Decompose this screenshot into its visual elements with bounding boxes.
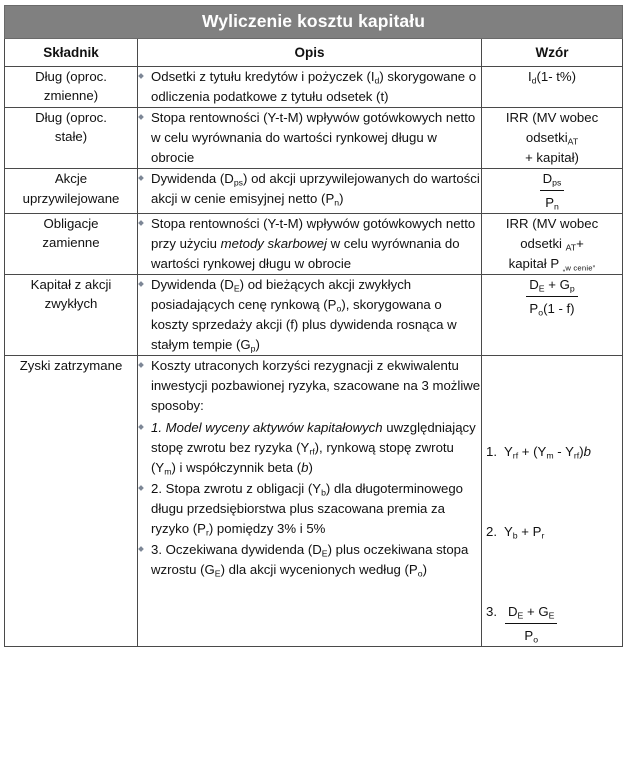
formula-fraction: [504, 602, 558, 646]
formula-line-2: odsetki$_{AT}$: [525, 129, 579, 147]
row-desc-cell: [138, 275, 482, 356]
row-name-line1: Akcje: [54, 171, 88, 187]
table-row: [5, 169, 623, 214]
row-desc-cell: [138, 213, 482, 274]
capital-cost-table: [4, 5, 623, 647]
row-name-line2: zmienne): [43, 88, 99, 104]
table-title-row: [5, 6, 623, 39]
column-header-wzor: Wzór: [482, 39, 623, 67]
desc-bullet-list: [138, 169, 481, 209]
formula-index: 1.: [486, 444, 497, 460]
formula-expression: $I_d(1-$ t%): [527, 69, 577, 86]
row-formula-cell: [482, 169, 623, 214]
formula-line-1: IRR (MV wobec: [505, 215, 599, 231]
numbered-formula-1: [482, 442, 622, 462]
formula-index: 3.: [486, 603, 497, 619]
table-row: [5, 213, 623, 274]
row-desc-cell: [138, 169, 482, 214]
list-item: Stopa rentowności (Y-t-M) wpływów gotówkowych netto przy użyciu metody skarbowej w celu wyrównania do wartości rynkowej długu w obrocie: [138, 214, 481, 274]
row-name-line1: Dług (oproc.: [35, 110, 107, 126]
formula-spacer: [482, 542, 622, 602]
row-name-cell: [5, 169, 138, 214]
formula-index: 2.: [486, 524, 497, 540]
row-desc-cell: [138, 108, 482, 169]
formula-fraction: [539, 169, 566, 213]
column-header-row: [5, 39, 623, 67]
row-formula-cell: [482, 275, 623, 356]
row-name-line1: Kapitał z akcji: [30, 277, 112, 293]
row-formula-cell: [482, 356, 623, 646]
table-row: [5, 356, 623, 646]
row-name-line2: uprzywilejowane: [22, 190, 120, 206]
column-header-skladnik: Składnik: [5, 39, 138, 67]
list-item: Odsetki z tytułu kredytów i pożyczek $(I_d)$ skorygowane o odliczenia podatkowe z tytułu odsetek (t): [138, 67, 481, 107]
fraction-denominator: $P_o(1 - f)$: [529, 300, 575, 318]
list-item: 2. Stopa zwrotu z obligacji $(Y_b)$ dla długoterminowego długu przedsiębiorstwa plus szacowana premia za ryzyko $(P_r)$ pomiędzy 3% i 5%: [138, 479, 481, 539]
formula-spacer: [482, 356, 622, 442]
fraction-numerator: $D_{ps}$: [540, 169, 565, 191]
formula-line-3: + kapitał): [525, 149, 579, 165]
row-name-cell: [5, 67, 138, 108]
row-formula-cell: [482, 213, 623, 274]
list-item: Dywidenda $(D_{ps})$ od akcji uprzywilejowanych do wartości akcji w cenie emisyjnej netto $(P_n)$: [138, 169, 481, 209]
desc-bullet-list: [138, 108, 481, 168]
formula-spacer: [482, 462, 622, 522]
row-name-line2: stałe): [54, 129, 88, 145]
desc-bullet-list: [138, 67, 481, 107]
fraction-denominator: $P_o$: [524, 627, 539, 645]
fraction-numerator: $D_E + G_p$: [526, 275, 577, 297]
numbered-formula-3: [482, 602, 622, 646]
list-item: 3. Oczekiwana dywidenda $(D_E)$ plus oczekiwana stopa wzrostu $(G_E)$ dla akcji wycenionych według $(P_o)$: [138, 540, 481, 580]
desc-bullet-list: [138, 214, 481, 274]
row-name-line1: Zyski zatrzymane: [19, 358, 123, 374]
formula-line-3: kapitał P „w cenie”: [508, 255, 596, 272]
row-name-cell: [5, 275, 138, 356]
row-desc-cell: [138, 67, 482, 108]
row-formula-cell: [482, 67, 623, 108]
row-name-line2: zamienne: [42, 235, 100, 251]
table-title: Wyliczenie kosztu kapitału: [5, 6, 623, 39]
row-desc-cell: [138, 356, 482, 646]
formula-expression: $Y_b + P_r$: [504, 524, 545, 541]
table-row: [5, 67, 623, 108]
table-row: [5, 108, 623, 169]
list-item: Stopa rentowności (Y-t-M) wpływów gotówkowych netto w celu wyrównania do wartości rynkowej długu w obrocie: [138, 108, 481, 168]
fraction-numerator: $D_E + G_E$: [505, 602, 557, 624]
desc-bullet-list: [138, 275, 481, 355]
row-name-cell: [5, 108, 138, 169]
row-name-cell: [5, 213, 138, 274]
numbered-formula-2: [482, 522, 622, 542]
row-name-line2: zwykłych: [44, 296, 98, 312]
formula-line-1: IRR (MV wobec: [505, 110, 599, 126]
row-formula-cell: [482, 108, 623, 169]
row-name-line1: Dług (oproc.: [35, 69, 107, 84]
formula-expression: [504, 602, 622, 646]
row-name-cell: [5, 356, 138, 646]
formula-fraction: [525, 275, 578, 319]
formula-line-2: odsetki $_{AT}$+: [520, 235, 584, 253]
formula-expression: $Y_{rf} + (Y_m - Y_{rf})b$: [504, 444, 591, 461]
list-item: Dywidenda $(D_E)$ od bieżących akcji zwykłych posiadających cenę rynkową $(P_o)$, skorygowana o koszty sprzedaży akcji (f) plus dywidenda rosnąca w stałym tempie $(G_p)$: [138, 275, 481, 355]
column-header-opis: Opis: [138, 39, 482, 67]
fraction-denominator: $P_n$: [545, 195, 559, 212]
desc-bullet-list: [138, 356, 481, 580]
list-item: Koszty utraconych korzyści rezygnacji z ekwiwalentu inwestycji pozbawionej ryzyka, szacowane na 3 możliwe sposoby:: [138, 356, 481, 416]
row-name-line1: Obligacje: [43, 215, 99, 231]
list-item: 1. Model wyceny aktywów kapitałowych uwzględniający stopę zwrotu bez ryzyka $(Y_{rf})$, rynkową stopę zwrotu $(Y_m)$ i współczynnik beta (b): [138, 418, 481, 478]
table-row: [5, 275, 623, 356]
